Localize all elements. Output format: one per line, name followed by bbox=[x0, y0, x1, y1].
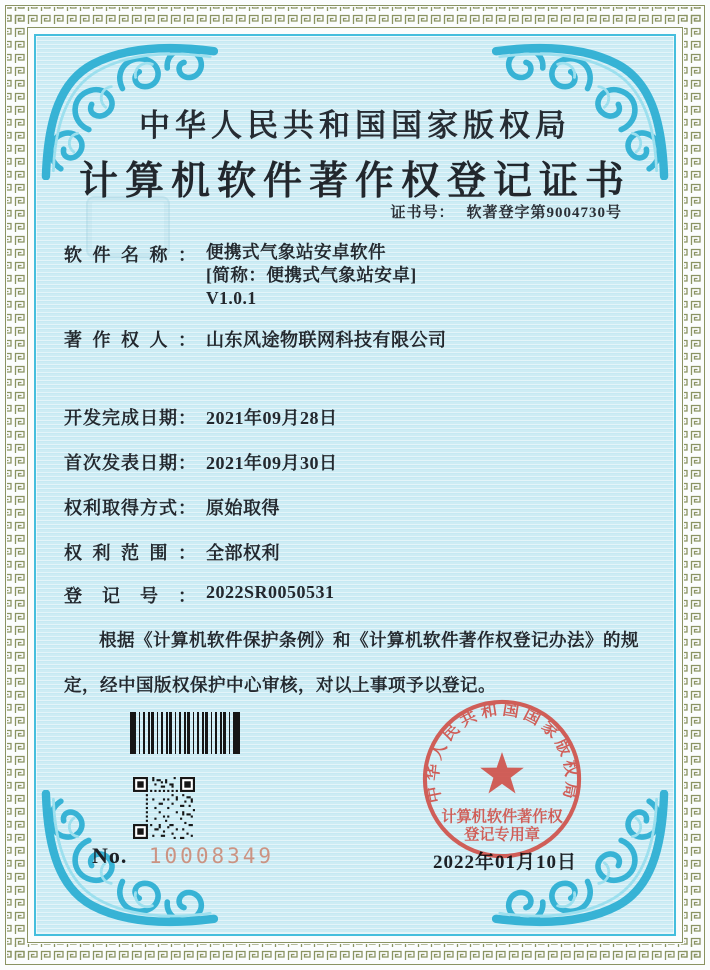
field-software-name bbox=[64, 241, 417, 310]
field-registration-number bbox=[64, 582, 335, 608]
authority-title: 中华人民共和国国家版权局 bbox=[139, 108, 571, 143]
copyright-owner-label: 著作权人： bbox=[64, 330, 196, 350]
field-rights-scope bbox=[64, 539, 280, 565]
first-publish-date-label: 首次发表日期： bbox=[64, 453, 196, 473]
barcode-icon bbox=[130, 712, 240, 754]
copyright-owner-value: 山东风途物联网科技有限公司 bbox=[206, 330, 447, 350]
rights-acquisition-value: 原始取得 bbox=[206, 498, 280, 518]
software-name-value bbox=[206, 241, 417, 310]
issue-date: 2022年01月10日 bbox=[432, 852, 577, 873]
dev-complete-date-value: 2021年09月28日 bbox=[206, 408, 338, 428]
official-seal bbox=[420, 697, 584, 861]
field-copyright-owner bbox=[64, 326, 447, 352]
field-first-publish-date bbox=[64, 449, 338, 475]
star-icon bbox=[480, 752, 524, 794]
field-rights-acquisition bbox=[64, 494, 280, 520]
certificate-number-value: 软著登字第9004730号 bbox=[466, 205, 622, 221]
field-dev-complete-date bbox=[64, 404, 338, 430]
serial-number: 10008349 bbox=[148, 844, 275, 868]
certificate-number bbox=[390, 201, 622, 222]
registration-statement: 根据《计算机软件保护条例》和《计算机软件著作权登记办法》的规定，经中国版权保护中心审核，对以上事项予以登记。 bbox=[64, 630, 639, 695]
rights-acquisition-label: 权利取得方式： bbox=[64, 498, 196, 518]
software-name-line1: 便携式气象站安卓软件 bbox=[206, 242, 386, 262]
serial-number-prefix: No. bbox=[92, 843, 128, 868]
serial-number-line bbox=[92, 843, 274, 869]
software-name-line2: [简称：便携式气象站安卓] bbox=[206, 265, 417, 285]
rights-scope-label: 权利范围： bbox=[64, 543, 196, 563]
certificate-title: 计算机软件著作权登记证书 bbox=[78, 160, 631, 203]
software-name-version: V1.0.1 bbox=[206, 288, 257, 308]
dev-complete-date-label: 开发完成日期： bbox=[64, 408, 196, 428]
seal-ring-text: 中华人民共和国国家版权局 bbox=[422, 699, 582, 805]
first-publish-date-value: 2021年09月30日 bbox=[206, 453, 338, 473]
seal-line2: 登记专用章 bbox=[464, 826, 540, 844]
certificate-number-label: 证书号： bbox=[390, 205, 455, 221]
registration-number-label: 登记号： bbox=[64, 586, 196, 606]
seal-line1: 计算机软件著作权 bbox=[441, 808, 563, 826]
qr-code-icon bbox=[133, 777, 195, 839]
registration-number-value: 2022SR0050531 bbox=[206, 582, 335, 602]
rights-scope-value: 全部权利 bbox=[206, 543, 280, 563]
software-name-label: 软件名称： bbox=[64, 245, 196, 265]
